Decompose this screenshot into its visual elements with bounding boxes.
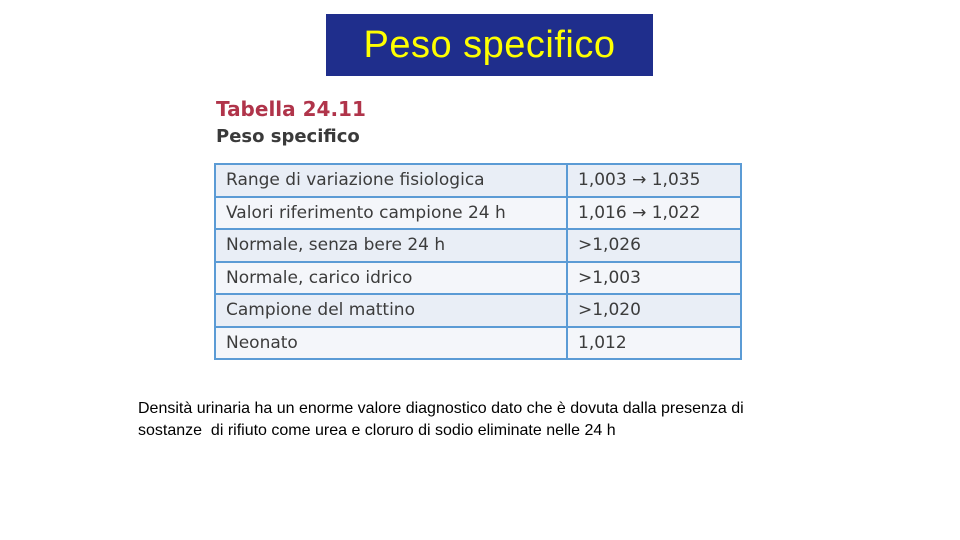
table-row [215,327,741,360]
row-value: 1,003 → 1,035 [567,164,741,197]
specific-gravity-table [214,163,742,360]
row-value: 1,012 [567,327,741,360]
table-heading: Tabella 24.11 [216,97,366,121]
description-line: Densità urinaria ha un enorme valore diagnostico dato che è dovuta dalla presenza di [138,400,744,417]
table-row [215,262,741,295]
row-label: Neonato [215,327,567,360]
slide-title-box [326,14,653,76]
table-subheading: Peso specifico [216,126,360,147]
row-label: Valori riferimento campione 24 h [215,197,567,230]
table-row [215,294,741,327]
row-value: >1,026 [567,229,741,262]
table-row [215,197,741,230]
description-line: sostanze di rifiuto come urea e cloruro di sodio eliminate nelle 24 h [138,422,616,439]
row-value: >1,003 [567,262,741,295]
row-label: Normale, carico idrico [215,262,567,295]
row-value: 1,016 → 1,022 [567,197,741,230]
row-label: Campione del mattino [215,294,567,327]
row-value: >1,020 [567,294,741,327]
row-label: Range di variazione fisiologica [215,164,567,197]
table-row [215,164,741,197]
row-label: Normale, senza bere 24 h [215,229,567,262]
slide-title: Peso specifico [363,23,616,66]
table-row [215,229,741,262]
description-text [138,398,838,442]
